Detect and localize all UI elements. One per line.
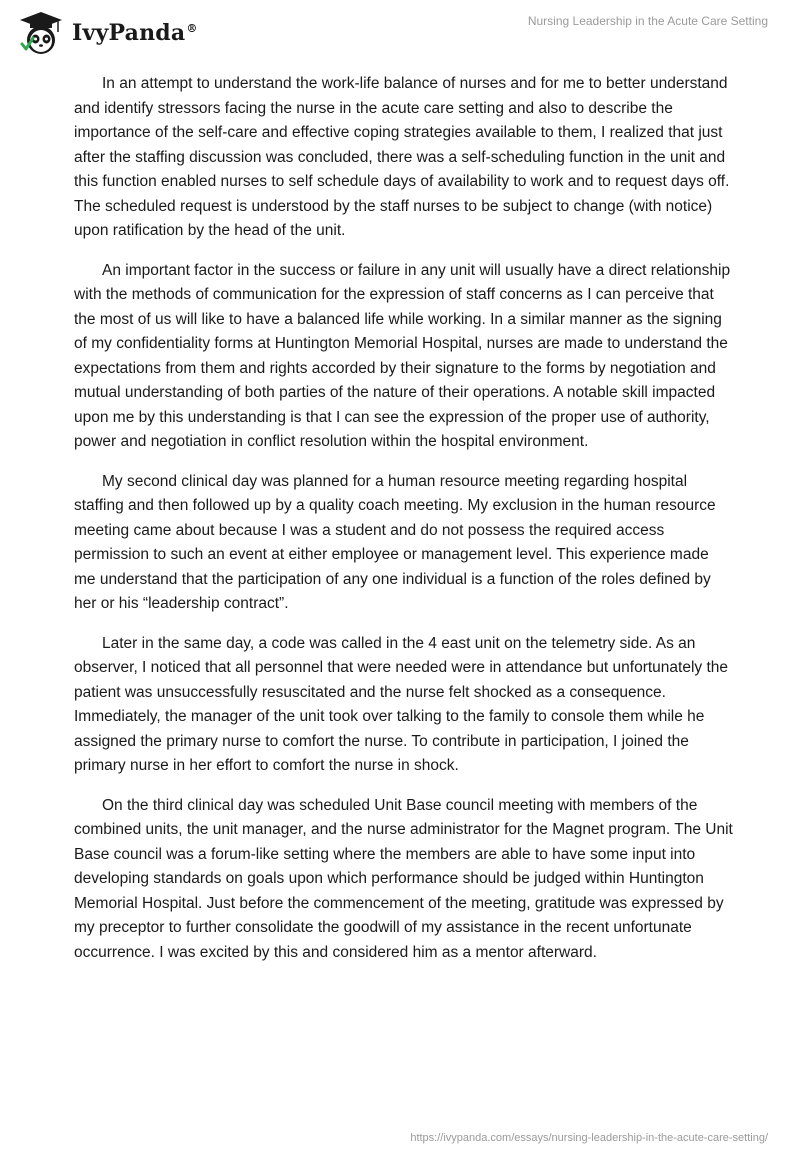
brand-name-text: IvyPanda: [72, 20, 186, 46]
paragraph: Later in the same day, a code was called in the 4 east unit on the telemetry side. As an observer, I noticed that all personnel that were needed were in attendance but unfortunately the patient was unsuccessfully resuscitated and the nurse felt shocked as a consequence. Immediately, the manager of the unit took over talking to the family to console them while he assigned the primary nurse to comfort the nurse. To contribute in participation, I joined the primary nurse in her effort to comfort the nurse in shock.: [74, 634, 729, 774]
paragraph: An important factor in the success or failure in any unit will usually have a direct relationship with the methods of communication for the expression of staff concerns as I can perceive that the most of us will like to have a balanced life while working. In a similar manner as the signing of my confidentiality forms at Huntington Memorial Hospital, nurses are made to understand the expectations from them and rights accorded by their signature to the forms by negotiation and mutual understanding of both parties of the nature of their operations. A notable skill impacted upon me by this understanding is that I can see the expression of the proper use of authority, power and negotiation in conflict resolution within the hospital environment.: [74, 261, 731, 450]
brand-name: [72, 20, 198, 46]
registered-mark: ®: [186, 21, 198, 35]
page-header: [0, 0, 800, 70]
paragraph: My second clinical day was planned for a human resource meeting regarding hospital staffing and then followed up by a quality coach meeting. My exclusion in the human resource meeting came about because I was a student and do not possess the required access permission to such an event at either employee or management level. This experience made me understand that the participation of any one individual is a function of the roles defined by her or his “leadership contract”.: [74, 472, 716, 612]
paragraph: On the third clinical day was scheduled Unit Base council meeting with members of the combined units, the unit manager, and the nurse administrator for the Magnet program. The Unit Base council was a forum-like setting where the members are able to have some input into developing standards on goals upon which performance should be judged within Huntington Memorial Hospital. Just before the commencement of the meeting, gratitude was expressed by my preceptor to further consolidate the goodwill of my assistance in the recent unfortunate occurrence. I was excited by this and considered him as a mentor afterward.: [74, 796, 733, 961]
panda-graduate-icon: [16, 8, 66, 58]
paragraph: In an attempt to understand the work-life balance of nurses and for me to better understand and identify stressors facing the nurse in the acute care setting and also to describe the importance of the self-care and effective coping strategies available to them, I realized that just after the staffing discussion was concluded, there was a self-scheduling function in the unit and this function enabled nurses to self schedule days of availability to work and to request days off. The scheduled request is understood by the staff nurses to be subject to change (with notice) upon ratification by the head of the unit.: [74, 75, 730, 239]
essay-body: [74, 72, 734, 980]
brand-logo[interactable]: [16, 8, 198, 58]
document-title: Nursing Leadership in the Acute Care Setting: [527, 14, 768, 28]
source-url[interactable]: https://ivypanda.com/essays/nursing-leadership-in-the-acute-care-setting/: [410, 1132, 768, 1144]
